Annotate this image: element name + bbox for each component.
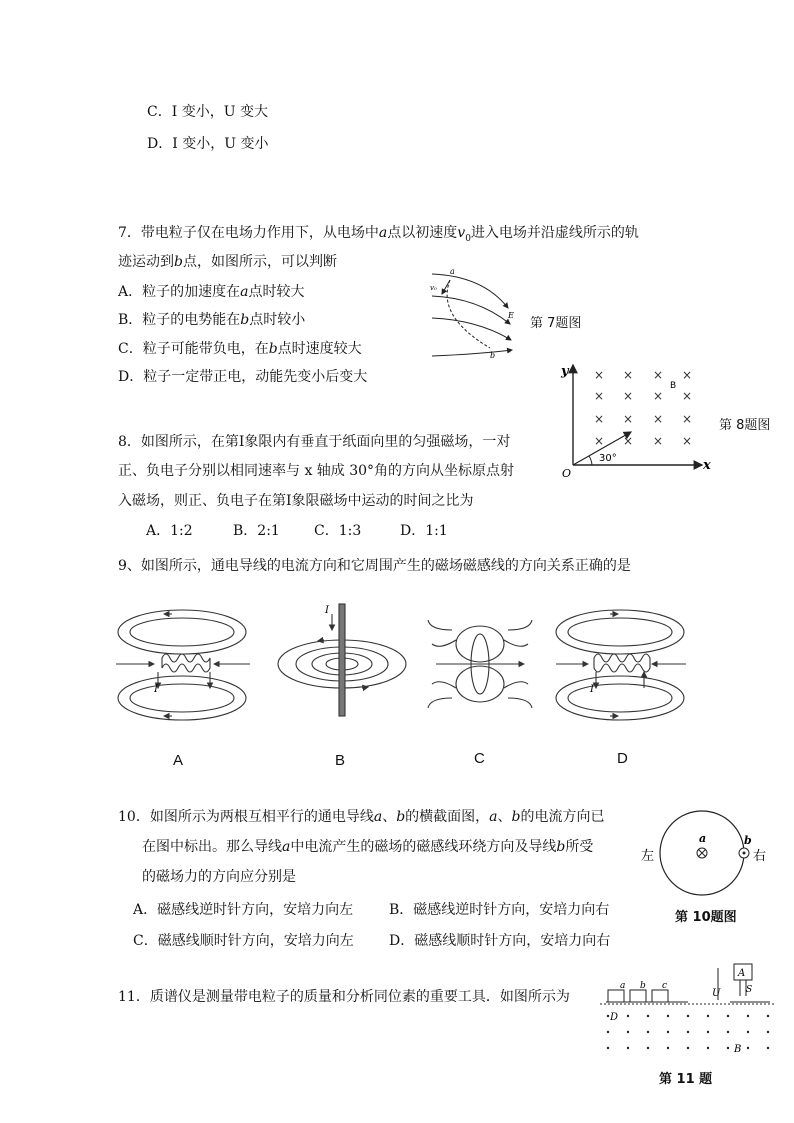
- q7-option-c: C．粒子可能带负电，在b点时速度较大: [118, 341, 362, 357]
- q9-figures: [110, 600, 690, 730]
- q7-fig-label-E: E: [508, 311, 514, 320]
- svg-text:×: ×: [653, 434, 664, 448]
- q10-option-d: D．磁感线顺时针方向，安培力向右: [389, 933, 611, 949]
- q7-option-a: A．粒子的加速度在a点时较大: [118, 284, 305, 300]
- q10-fig-label-left: 左: [641, 849, 655, 864]
- svg-text:×: ×: [594, 389, 605, 403]
- q11-stem: 11．质谱仪是测量带电粒子的质量和分析同位素的重要工具．如图所示为: [118, 989, 570, 1005]
- q10-option-c: C．磁感线顺时针方向，安培力向左: [133, 933, 354, 949]
- svg-text:D: D: [610, 1012, 619, 1023]
- svg-text:×: ×: [682, 368, 693, 382]
- svg-text:×: ×: [682, 389, 693, 403]
- q8-option-d: D．1:1: [400, 523, 448, 539]
- svg-text:×: ×: [653, 368, 664, 382]
- svg-text:S: S: [746, 985, 753, 995]
- q11-caption: 第 11 题: [659, 1072, 713, 1087]
- q10-stem-line3: 的磁场力的方向应分别是: [142, 869, 296, 885]
- svg-text:×: ×: [623, 412, 634, 426]
- svg-text:×: ×: [682, 412, 693, 426]
- q8-option-c: C．1:3: [314, 523, 362, 539]
- q10-stem-line1: 10．如图所示为两根互相平行的通电导线a、b的横截面图，a、b的电流方向已: [118, 809, 605, 825]
- svg-text:a: a: [620, 981, 626, 991]
- svg-text:×: ×: [623, 434, 634, 448]
- q9-figure-a: [116, 610, 250, 720]
- svg-text:×: ×: [682, 434, 693, 448]
- q10-option-b: B．磁感线逆时针方向，安培力向右: [389, 902, 610, 918]
- q7-fig-label-a: a: [450, 267, 455, 276]
- svg-text:I: I: [154, 684, 158, 695]
- q8-stem-line2: 正、负电子分别以相同速率与 x 轴成 30°角的方向从坐标原点射: [118, 463, 515, 479]
- q7-option-b: B．粒子的电势能在b点时较小: [118, 312, 306, 328]
- q9-label-b: B: [335, 752, 346, 769]
- q9-stem: 9、如图所示，通电导线的电流方向和它周围产生的磁场磁感线的方向关系正确的是: [118, 558, 631, 574]
- q10-fig-label-b: b: [744, 834, 752, 847]
- q6-option-d: D．I 变小，U 变小: [147, 136, 269, 152]
- svg-text:×: ×: [623, 368, 634, 382]
- svg-text:I: I: [590, 684, 594, 695]
- svg-text:×: ×: [594, 434, 605, 448]
- q9-figure-b: [278, 604, 406, 716]
- q8-label-angle: 30°: [599, 453, 617, 464]
- q8-option-a: A．1:2: [146, 523, 193, 539]
- svg-text:A: A: [738, 968, 746, 979]
- q8-field-crosses: [594, 368, 692, 448]
- q10-fig-label-right: 右: [753, 849, 767, 864]
- q10-option-a: A．磁感线逆时针方向，安培力向左: [133, 902, 354, 918]
- q7-stem-line2: 迹运动到b点，如图所示，可以判断: [118, 254, 337, 270]
- q7-fig-label-v0: v₀: [430, 284, 437, 292]
- q8-caption: 第 8题图: [719, 418, 771, 433]
- q9-figure-c: [428, 620, 532, 708]
- svg-text:×: ×: [653, 389, 664, 403]
- q7-option-d: D．粒子一定带正电，动能先变小后变大: [118, 369, 368, 385]
- q10-caption: 第 10题图: [675, 910, 737, 925]
- q8-option-b: B．2:1: [233, 523, 280, 539]
- svg-text:B: B: [734, 1044, 742, 1055]
- q8-label-x: x: [703, 458, 711, 473]
- q11-field-dots: [607, 1015, 769, 1049]
- q11-figure: [600, 960, 776, 1064]
- svg-text:I: I: [325, 605, 329, 616]
- q7-caption: 第 7题图: [530, 316, 582, 331]
- q7-figure: [428, 266, 520, 366]
- q10-figure: [641, 808, 767, 906]
- q10-stem-line2: 在图中标出。那么导线a中电流产生的磁场的磁感线环绕方向及导线b所受: [142, 839, 594, 855]
- q9-label-c: C: [474, 750, 485, 767]
- svg-text:×: ×: [653, 412, 664, 426]
- svg-text:b: b: [640, 981, 646, 991]
- q8-stem-line3: 入磁场，则正、负电子在第Ⅰ象限磁场中运动的时间之比为: [118, 493, 474, 509]
- q8-label-y: y: [561, 364, 569, 379]
- q9-figure-d: [556, 610, 686, 720]
- q7-fig-label-b: b: [490, 351, 496, 360]
- q8-figure: [556, 357, 716, 479]
- q8-label-origin: O: [562, 467, 572, 480]
- svg-text:×: ×: [623, 389, 634, 403]
- q8-label-B: B: [670, 381, 677, 391]
- svg-text:c: c: [662, 981, 668, 991]
- q10-fig-label-a: a: [699, 832, 707, 845]
- svg-text:×: ×: [594, 368, 605, 382]
- svg-text:×: ×: [594, 412, 605, 426]
- q9-label-d: D: [617, 750, 628, 767]
- q8-stem-line1: 8．如图所示，在第Ⅰ象限内有垂直于纸面向里的匀强磁场，一对: [118, 434, 511, 450]
- q9-label-a: A: [173, 752, 184, 769]
- svg-text:U: U: [712, 988, 721, 999]
- q7-stem-line1: 7．带电粒子仅在电场力作用下，从电场中a点以初速度$v_0$进入电场并沿虚线所示的轨: [118, 225, 639, 244]
- q6-option-c: C．I 变小，U 变大: [147, 104, 268, 120]
